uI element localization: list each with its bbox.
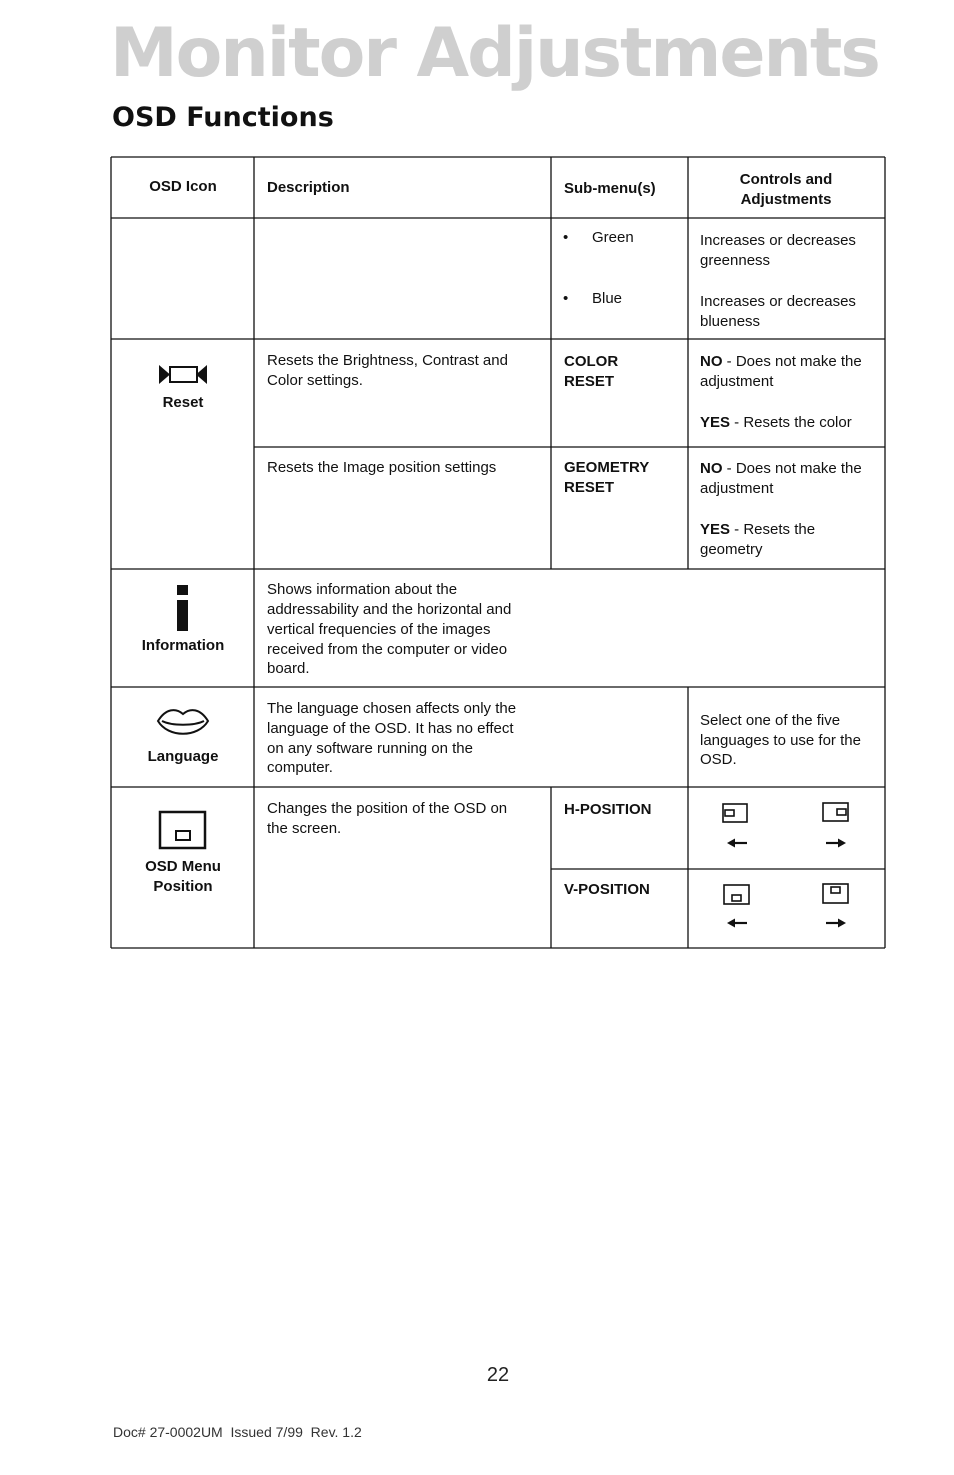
information-desc-line5: board. [267,660,310,677]
window-right-icon [823,803,848,821]
header-controls-line1: Controls and [739,171,833,188]
v-position-label: V-POSITION [564,881,650,898]
language-desc-line4: computer. [267,759,333,776]
language-desc-line2: language of the OSD. It has no effect [267,720,514,737]
color-reset-submenu-line1: COLOR [564,353,619,370]
color-reset-no-text: - Does not make the [722,353,862,370]
color-reset-no [700,353,862,370]
page-heading: Monitor Adjustments [110,14,879,93]
submenu-blue: Blue [592,290,623,307]
reset-icon [159,365,207,384]
header-submenu: Sub-menu(s) [564,180,656,197]
information-label: Information [141,637,225,654]
osd-position-label-line2: Position [153,878,213,895]
osd-position-desc-line2: the screen. [267,820,342,837]
color-reset-desc-line1: Resets the Brightness, Contrast and [267,352,508,369]
language-label: Language [147,748,219,765]
geometry-reset-submenu-line2: RESET [564,479,615,496]
green-desc-line1: Increases or decreases [700,232,856,249]
color-reset-yes-key: YES [700,414,731,431]
color-reset-no-key: NO [700,353,723,370]
arrow-left-icon [727,839,747,848]
osd-position-icon [160,812,205,848]
color-reset-desc-line2: Color settings. [267,372,363,389]
blue-desc-line1: Increases or decreases [700,293,856,310]
window-left-icon [723,804,747,822]
geometry-reset-yes-text: - Resets the [730,521,816,538]
language-desc-line3: on any software running on the [267,740,473,757]
information-desc-line4: received from the computer or video [267,641,508,658]
information-icon [177,585,188,631]
geometry-reset-yes [700,521,815,538]
arrow-right-icon [826,839,846,848]
information-desc-line2: addressability and the horizontal and [267,601,512,618]
color-reset-submenu-line2: RESET [564,373,615,390]
page-number: 22 [486,1364,510,1386]
color-reset-no-text-line2: adjustment [700,373,774,390]
information-desc-line1: Shows information about the [267,581,458,598]
color-reset-yes [700,414,852,431]
language-controls-line2: languages to use for the [700,732,861,749]
blue-desc-line2: blueness [700,313,761,330]
green-desc-line2: greenness [700,252,771,269]
language-controls-line3: OSD. [700,751,737,768]
osd-position-label-line1: OSD Menu [145,858,221,875]
geometry-reset-yes-key: YES [700,521,731,538]
window-bottom-icon [724,885,749,904]
window-top-icon [823,884,848,903]
section-title: OSD Functions [112,102,334,133]
arrow-right-icon-v [826,919,846,928]
language-controls-line1: Select one of the five [700,712,841,729]
header-osd-icon: OSD Icon [149,178,217,195]
language-desc-line1: The language chosen affects only the [267,700,517,717]
geometry-reset-no-text-line2: adjustment [700,480,774,497]
header-description: Description [267,179,350,196]
bullet-blue: • [563,290,569,307]
geometry-reset-yes-text-line2: geometry [700,541,763,558]
submenu-green: Green [592,229,634,246]
geometry-reset-no-key: NO [700,460,723,477]
geometry-reset-no-text: - Does not make the [722,460,862,477]
h-position-label: H-POSITION [564,801,652,818]
bullet-green: • [563,229,569,246]
header-controls-line2: Adjustments [740,191,832,208]
geometry-reset-no [700,460,862,477]
osd-position-desc-line1: Changes the position of the OSD on [267,800,508,817]
information-desc-line3: vertical frequencies of the images [267,621,491,638]
arrow-left-icon-v [727,919,747,928]
reset-label: Reset [162,394,204,411]
lips-icon [158,710,208,734]
geometry-reset-desc: Resets the Image position settings [267,459,497,476]
color-reset-yes-text: - Resets the color [730,414,852,431]
doc-footer: Doc# 27-0002UM Issued 7/99 Rev. 1.2 [113,1424,362,1440]
geometry-reset-submenu-line1: GEOMETRY [564,459,650,476]
table-grid [111,157,885,948]
